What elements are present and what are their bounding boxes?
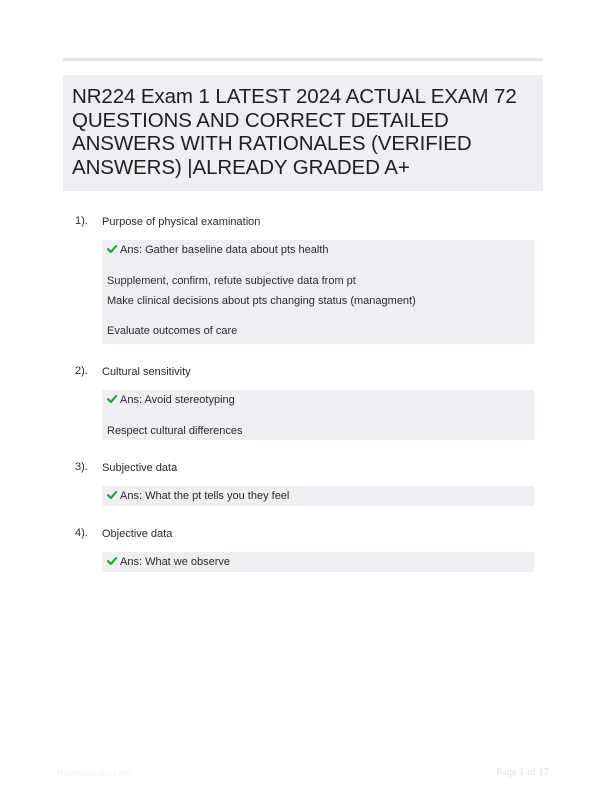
footer-watermark: Paperstudio.com: [57, 768, 133, 779]
answer-detail-line: Make clinical decisions about pts changing status (managment): [107, 295, 416, 307]
answer-panel: [102, 552, 534, 572]
check-icon: [107, 556, 117, 566]
answer-panel: [102, 390, 534, 440]
answer-panel: [102, 240, 534, 344]
check-icon: [107, 394, 117, 404]
answer-text: Ans: Avoid stereotyping: [120, 394, 235, 406]
answer-line: [102, 390, 534, 410]
check-icon: [107, 490, 117, 500]
question-number: 2).: [75, 365, 88, 377]
question-item: [75, 364, 535, 440]
answer-text: Ans: What we observe: [120, 556, 231, 568]
question-text: Subjective data: [102, 462, 178, 474]
answer-detail-line: Respect cultural differences: [107, 425, 243, 437]
question-item: [75, 214, 535, 344]
question-item: [75, 526, 535, 572]
answer-detail-line: Supplement, confirm, refute subjective data from pt: [107, 275, 356, 287]
answer-panel: [102, 486, 534, 506]
question-row: [75, 214, 535, 230]
question-text: Cultural sensitivity: [102, 366, 191, 378]
question-number: 4).: [75, 527, 88, 539]
answer-line: [102, 240, 534, 260]
answer-line: [102, 486, 534, 506]
page-number: Page 1 of 17: [496, 767, 549, 778]
check-icon: [107, 244, 117, 254]
question-row: [75, 460, 535, 476]
question-number: 3).: [75, 461, 88, 473]
answer-text: Ans: What the pt tells you they feel: [120, 490, 290, 502]
answer-detail-line: Evaluate outcomes of care: [107, 325, 238, 337]
answer-text: Ans: Gather baseline data about pts health: [120, 244, 329, 256]
title-banner: [63, 75, 543, 191]
question-row: [75, 526, 535, 542]
question-row: [75, 364, 535, 380]
question-text: Objective data: [102, 528, 173, 540]
question-list: [75, 214, 535, 592]
question-item: [75, 460, 535, 506]
question-text: Purpose of physical examination: [102, 216, 261, 228]
answer-line: [102, 552, 534, 572]
document-title: NR224 Exam 1 LATEST 2024 ACTUAL EXAM 72 QUESTIONS AND CORRECT DETAILED ANSWERS WITH RATIONALES (VERIFIED ANSWERS) |ALREADY GRADED A+: [72, 85, 517, 179]
top-divider: [63, 58, 543, 61]
question-number: 1).: [75, 215, 88, 227]
